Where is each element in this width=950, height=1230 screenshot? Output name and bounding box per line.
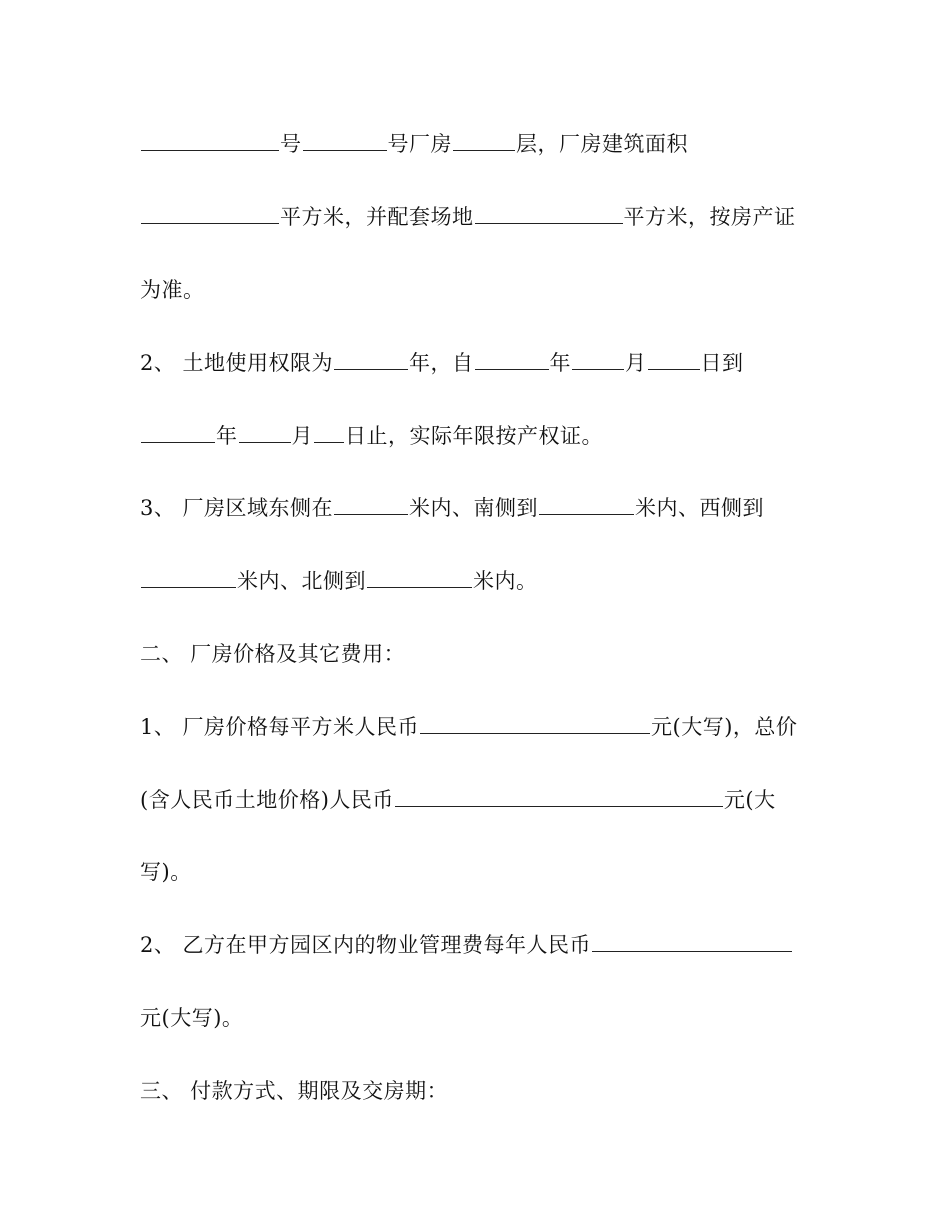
- text-segment: 年，自: [409, 351, 474, 375]
- text-segment: 年: [549, 351, 572, 375]
- text-line-10: [140, 786, 776, 814]
- text-segment: 月: [291, 424, 313, 448]
- text-segment: 号: [280, 132, 302, 156]
- text-line-2: [140, 203, 796, 231]
- text-segment: 2、 乙方在甲方园区内的物业管理费每年人民币: [140, 933, 592, 957]
- fill-blank: [592, 931, 792, 952]
- text-segment: 3、 厂房区域东侧在: [140, 496, 334, 520]
- fill-blank: [539, 494, 634, 515]
- fill-blank: [367, 567, 472, 588]
- text-segment: 写)。: [140, 860, 192, 884]
- text-line-5: [140, 422, 603, 450]
- text-segment: 米内、西侧到: [635, 496, 765, 520]
- fill-blank: [141, 203, 279, 224]
- text-segment: 为准。: [140, 278, 205, 302]
- text-segment: 日到: [700, 351, 744, 375]
- fill-blank: [334, 349, 408, 370]
- text-segment: (含人民币土地价格)人民币: [140, 788, 394, 812]
- text-line-9: [140, 713, 797, 741]
- text-line-12: [140, 931, 793, 959]
- fill-blank: [141, 130, 279, 151]
- text-segment: 平方米，并配套场地: [280, 205, 474, 229]
- text-line-7: [140, 567, 538, 595]
- fill-blank: [475, 349, 549, 370]
- fill-blank: [648, 349, 700, 370]
- fill-blank: [303, 130, 387, 151]
- text-segment: 米内。: [473, 569, 538, 593]
- fill-blank: [141, 422, 215, 443]
- text-segment: 元(大写)。: [140, 1006, 244, 1030]
- text-segment: 号厂房: [387, 132, 452, 156]
- fill-blank: [141, 567, 236, 588]
- text-line-4: [140, 349, 744, 377]
- text-segment: 二、 厂房价格及其它费用：: [140, 642, 406, 666]
- fill-blank: [453, 130, 515, 151]
- text-segment: 1、 厂房价格每平方米人民币: [140, 715, 420, 739]
- text-line-1: [140, 130, 688, 158]
- text-segment: 米内、南侧到: [409, 496, 539, 520]
- text-line-13: [140, 1004, 243, 1032]
- text-segment: 年: [216, 424, 238, 448]
- text-segment: 月: [625, 351, 647, 375]
- text-segment: 日止，实际年限按产权证。: [345, 424, 603, 448]
- text-segment: 平方米，按房产证: [623, 205, 796, 229]
- section-heading-3: [140, 1077, 448, 1105]
- text-segment: 元(大写)，总价: [651, 715, 798, 739]
- fill-blank: [475, 203, 623, 224]
- text-line-6: [140, 494, 764, 522]
- fill-blank: [314, 422, 344, 443]
- fill-blank: [395, 786, 723, 807]
- fill-blank: [420, 713, 650, 734]
- text-line-3: [140, 276, 205, 304]
- section-heading-2: [140, 640, 405, 668]
- fill-blank: [572, 349, 624, 370]
- text-line-11: [140, 858, 192, 886]
- text-segment: 米内、北侧到: [237, 569, 366, 593]
- text-segment: 三、 付款方式、期限及交房期：: [140, 1079, 449, 1103]
- text-segment: 元(大: [723, 788, 776, 812]
- fill-blank: [334, 494, 408, 515]
- fill-blank: [239, 422, 291, 443]
- text-segment: 2、 土地使用权限为: [140, 351, 334, 375]
- text-segment: 层，厂房建筑面积: [516, 132, 688, 156]
